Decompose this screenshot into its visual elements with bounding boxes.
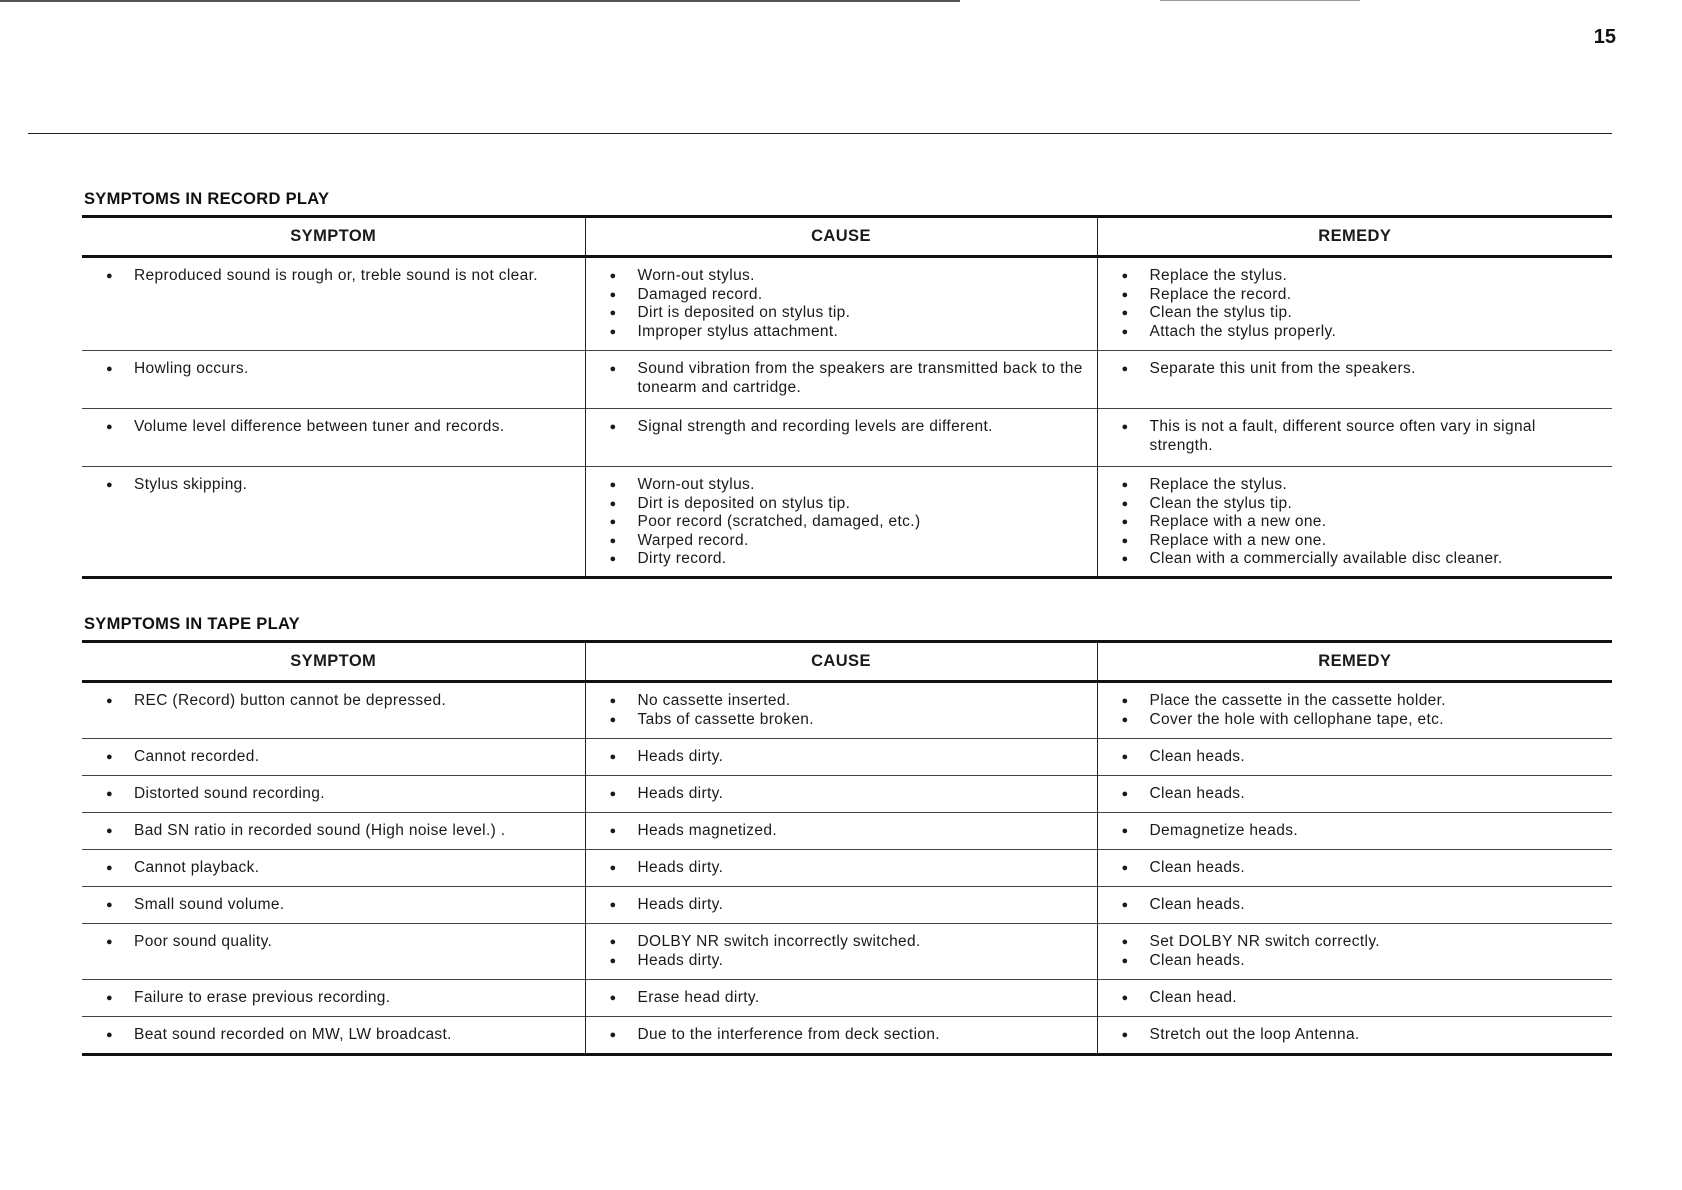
list-item: ● Heads dirty. <box>610 952 1087 971</box>
list-item: ● Small sound volume. <box>106 896 575 915</box>
list-item: ● Due to the interference from deck section. <box>610 1026 1087 1045</box>
table-row <box>82 1017 1612 1055</box>
list-item: ● Set DOLBY NR switch correctly. <box>1122 933 1603 952</box>
remedy-column-header: REMEDY <box>1097 642 1612 682</box>
cause-cell <box>585 980 1097 1017</box>
tape-play-table <box>82 640 1612 1056</box>
list-item: ● Reproduced sound is rough or, treble sound is not clear. <box>106 267 575 286</box>
list-item: ● Heads dirty. <box>610 896 1087 915</box>
header-rule <box>28 133 1612 134</box>
list-item: ● Clean the stylus tip. <box>1122 304 1603 323</box>
list-item: ● Separate this unit from the speakers. <box>1122 360 1603 379</box>
list-item: ● Heads dirty. <box>610 859 1087 878</box>
cause-cell <box>585 682 1097 739</box>
list-item: ● Clean heads. <box>1122 952 1603 971</box>
list-item: ● Place the cassette in the cassette holder. <box>1122 692 1603 711</box>
list-item: ● Clean heads. <box>1122 748 1603 767</box>
symptom-cell <box>82 776 585 813</box>
table-row <box>82 257 1612 351</box>
symptom-cell <box>82 887 585 924</box>
list-item: ● Clean heads. <box>1122 896 1603 915</box>
list-item: ● Cover the hole with cellophane tape, etc. <box>1122 711 1603 730</box>
list-item: ● Dirt is deposited on stylus tip. <box>610 495 1087 514</box>
cause-cell <box>585 850 1097 887</box>
symptom-cell <box>82 924 585 980</box>
list-item: ● This is not a fault, different source often vary in signal strength. <box>1122 418 1603 455</box>
table-row <box>82 409 1612 467</box>
remedy-cell <box>1097 467 1612 578</box>
table-row <box>82 351 1612 409</box>
symptom-column-header: SYMPTOM <box>82 642 585 682</box>
list-item: ● Cannot playback. <box>106 859 575 878</box>
list-item: ● Volume level difference between tuner and records. <box>106 418 575 437</box>
list-item: ● Howling occurs. <box>106 360 575 379</box>
symptom-cell <box>82 739 585 776</box>
symptom-cell <box>82 409 585 467</box>
list-item: ● Warped record. <box>610 532 1087 551</box>
symptom-cell <box>82 682 585 739</box>
remedy-cell <box>1097 682 1612 739</box>
cause-cell <box>585 887 1097 924</box>
symptom-column-header: SYMPTOM <box>82 217 585 257</box>
list-item: ● Tabs of cassette broken. <box>610 711 1087 730</box>
list-item: ● Dirt is deposited on stylus tip. <box>610 304 1087 323</box>
list-item: ● Cannot recorded. <box>106 748 575 767</box>
remedy-cell <box>1097 409 1612 467</box>
list-item: ● Clean the stylus tip. <box>1122 495 1603 514</box>
table-row <box>82 980 1612 1017</box>
list-item: ● Heads dirty. <box>610 748 1087 767</box>
cause-cell <box>585 739 1097 776</box>
remedy-cell <box>1097 850 1612 887</box>
symptom-cell <box>82 257 585 351</box>
list-item: ● Poor record (scratched, damaged, etc.) <box>610 513 1087 532</box>
list-item: ● REC (Record) button cannot be depressed. <box>106 692 575 711</box>
remedy-cell <box>1097 924 1612 980</box>
list-item: ● Clean head. <box>1122 989 1603 1008</box>
table-row <box>82 682 1612 739</box>
tape-play-title: SYMPTOMS IN TAPE PLAY <box>84 615 300 633</box>
table-row <box>82 813 1612 850</box>
table-header-row <box>82 217 1612 257</box>
list-item: ● No cassette inserted. <box>610 692 1087 711</box>
list-item: ● Signal strength and recording levels are different. <box>610 418 1087 437</box>
list-item: ● Clean with a commercially available disc cleaner. <box>1122 550 1603 569</box>
record-play-table <box>82 215 1612 579</box>
list-item: ● Sound vibration from the speakers are transmitted back to the tonearm and cartridge. <box>610 360 1087 397</box>
list-item: ● Worn-out stylus. <box>610 267 1087 286</box>
cause-cell <box>585 257 1097 351</box>
cause-column-header: CAUSE <box>585 642 1097 682</box>
remedy-column-header: REMEDY <box>1097 217 1612 257</box>
remedy-cell <box>1097 739 1612 776</box>
remedy-cell <box>1097 980 1612 1017</box>
table-row <box>82 850 1612 887</box>
list-item: ● Poor sound quality. <box>106 933 575 952</box>
list-item: ● Erase head dirty. <box>610 989 1087 1008</box>
table-header-row <box>82 642 1612 682</box>
list-item: ● Replace the stylus. <box>1122 267 1603 286</box>
cause-cell <box>585 409 1097 467</box>
list-item: ● Demagnetize heads. <box>1122 822 1603 841</box>
remedy-cell <box>1097 351 1612 409</box>
list-item: ● Replace with a new one. <box>1122 513 1603 532</box>
scan-edge-line-secondary <box>1160 0 1360 1</box>
cause-cell <box>585 351 1097 409</box>
list-item: ● DOLBY NR switch incorrectly switched. <box>610 933 1087 952</box>
list-item: ● Attach the stylus properly. <box>1122 323 1603 342</box>
symptom-cell <box>82 467 585 578</box>
table-row <box>82 739 1612 776</box>
tape-play-section <box>82 615 1612 1056</box>
list-item: ● Worn-out stylus. <box>610 476 1087 495</box>
remedy-cell <box>1097 813 1612 850</box>
cause-cell <box>585 924 1097 980</box>
list-item: ● Dirty record. <box>610 550 1087 569</box>
list-item: ● Stylus skipping. <box>106 476 575 495</box>
cause-cell <box>585 813 1097 850</box>
list-item: ● Clean heads. <box>1122 785 1603 804</box>
list-item: ● Damaged record. <box>610 286 1087 305</box>
remedy-cell <box>1097 887 1612 924</box>
symptom-cell <box>82 850 585 887</box>
remedy-cell <box>1097 1017 1612 1055</box>
list-item: ● Replace the record. <box>1122 286 1603 305</box>
symptom-cell <box>82 813 585 850</box>
table-row <box>82 467 1612 578</box>
list-item: ● Failure to erase previous recording. <box>106 989 575 1008</box>
list-item: ● Bad SN ratio in recorded sound (High noise level.) . <box>106 822 575 841</box>
list-item: ● Heads magnetized. <box>610 822 1087 841</box>
list-item: ● Improper stylus attachment. <box>610 323 1087 342</box>
list-item: ● Stretch out the loop Antenna. <box>1122 1026 1603 1045</box>
page-number: 15 <box>1593 26 1616 48</box>
list-item: ● Clean heads. <box>1122 859 1603 878</box>
remedy-cell <box>1097 776 1612 813</box>
cause-cell <box>585 1017 1097 1055</box>
list-item: ● Beat sound recorded on MW, LW broadcast. <box>106 1026 575 1045</box>
symptom-cell <box>82 1017 585 1055</box>
scan-edge-line <box>0 0 960 2</box>
cause-cell <box>585 467 1097 578</box>
table-row <box>82 924 1612 980</box>
remedy-cell <box>1097 257 1612 351</box>
symptom-cell <box>82 980 585 1017</box>
list-item: ● Distorted sound recording. <box>106 785 575 804</box>
symptom-cell <box>82 351 585 409</box>
list-item: ● Replace the stylus. <box>1122 476 1603 495</box>
cause-column-header: CAUSE <box>585 217 1097 257</box>
cause-cell <box>585 776 1097 813</box>
record-play-section <box>82 190 1612 579</box>
list-item: ● Replace with a new one. <box>1122 532 1603 551</box>
table-row <box>82 887 1612 924</box>
list-item: ● Heads dirty. <box>610 785 1087 804</box>
record-play-title: SYMPTOMS IN RECORD PLAY <box>84 190 330 208</box>
table-row <box>82 776 1612 813</box>
